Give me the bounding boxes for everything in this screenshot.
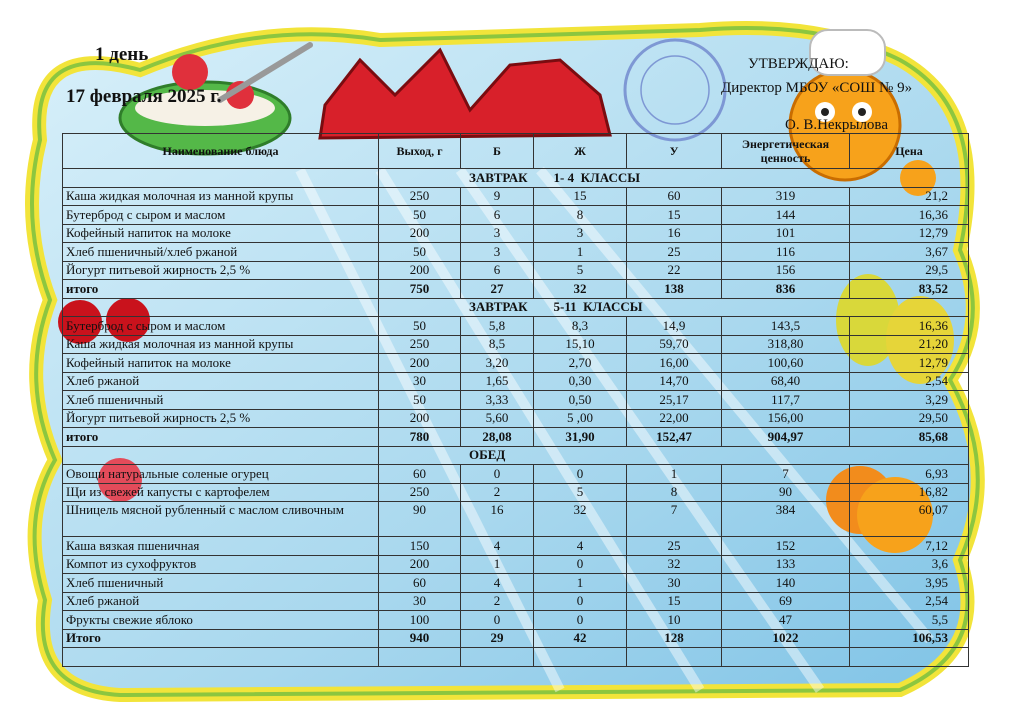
total-row bbox=[63, 428, 969, 447]
dish-name-cell: Хлеб пшеничный/хлеб ржаной bbox=[63, 243, 379, 262]
total-value-cell: 106,53 bbox=[850, 629, 969, 648]
dish-name-cell: Шницель мясной рубленный с маслом сливочным bbox=[63, 502, 379, 537]
approve-name: О. В.Некрылова bbox=[785, 117, 888, 133]
value-cell: 5 ,00 bbox=[534, 409, 627, 428]
value-cell: 250 bbox=[379, 187, 461, 206]
dish-name-cell: Хлеб ржаной bbox=[63, 592, 379, 611]
col-header-fat: Ж bbox=[534, 134, 627, 169]
value-cell: 14,70 bbox=[627, 372, 722, 391]
dish-name-cell: Йогурт питьевой жирность 2,5 % bbox=[63, 409, 379, 428]
table-row bbox=[63, 391, 969, 410]
table-row bbox=[63, 335, 969, 354]
value-cell: 156,00 bbox=[722, 409, 850, 428]
value-cell: 0 bbox=[534, 592, 627, 611]
value-cell: 8 bbox=[627, 483, 722, 502]
section-blank-cell bbox=[63, 169, 379, 188]
value-cell: 16,82 bbox=[850, 483, 969, 502]
value-cell: 3 bbox=[461, 224, 534, 243]
table-row bbox=[63, 354, 969, 373]
section-blank-cell bbox=[63, 446, 379, 465]
value-cell: 16,36 bbox=[850, 206, 969, 225]
menu-table-body bbox=[63, 169, 969, 667]
empty-cell bbox=[534, 648, 627, 667]
approve-director: Директор МБОУ «СОШ № 9» bbox=[721, 80, 913, 96]
table-header-row bbox=[63, 134, 969, 169]
value-cell: 8,3 bbox=[534, 317, 627, 336]
value-cell: 3,33 bbox=[461, 391, 534, 410]
day-label: 1 день bbox=[95, 44, 149, 65]
value-cell: 100 bbox=[379, 611, 461, 630]
value-cell: 16,00 bbox=[627, 354, 722, 373]
dish-name-cell: Йогурт питьевой жирность 2,5 % bbox=[63, 261, 379, 280]
value-cell: 9 bbox=[461, 187, 534, 206]
value-cell: 0 bbox=[461, 611, 534, 630]
value-cell: 30 bbox=[379, 592, 461, 611]
total-label-cell: итого bbox=[63, 280, 379, 299]
total-value-cell: 27 bbox=[461, 280, 534, 299]
value-cell: 250 bbox=[379, 335, 461, 354]
empty-cell bbox=[627, 648, 722, 667]
total-row bbox=[63, 629, 969, 648]
table-row bbox=[63, 465, 969, 484]
total-value-cell: 83,52 bbox=[850, 280, 969, 299]
value-cell: 10 bbox=[627, 611, 722, 630]
value-cell: 15 bbox=[534, 187, 627, 206]
value-cell: 8 bbox=[534, 206, 627, 225]
value-cell: 101 bbox=[722, 224, 850, 243]
value-cell: 3,95 bbox=[850, 574, 969, 593]
total-value-cell: 28,08 bbox=[461, 428, 534, 447]
value-cell: 15 bbox=[627, 592, 722, 611]
table-row bbox=[63, 206, 969, 225]
value-cell: 5 bbox=[534, 261, 627, 280]
value-cell: 144 bbox=[722, 206, 850, 225]
empty-cell bbox=[722, 648, 850, 667]
value-cell: 68,40 bbox=[722, 372, 850, 391]
value-cell: 0 bbox=[461, 465, 534, 484]
value-cell: 152 bbox=[722, 537, 850, 556]
col-header-dish: Наименование блюда bbox=[63, 134, 379, 169]
table-row bbox=[63, 592, 969, 611]
value-cell: 1,65 bbox=[461, 372, 534, 391]
value-cell: 3 bbox=[461, 243, 534, 262]
value-cell: 50 bbox=[379, 206, 461, 225]
dish-name-cell: Бутерброд с сыром и маслом bbox=[63, 317, 379, 336]
value-cell: 22 bbox=[627, 261, 722, 280]
strawberry-icon bbox=[172, 54, 208, 90]
value-cell: 29,5 bbox=[850, 261, 969, 280]
value-cell: 30 bbox=[379, 372, 461, 391]
value-cell: 21,2 bbox=[850, 187, 969, 206]
value-cell: 200 bbox=[379, 555, 461, 574]
value-cell: 59,70 bbox=[627, 335, 722, 354]
dish-name-cell: Кофейный напиток на молоке bbox=[63, 354, 379, 373]
value-cell: 4 bbox=[461, 537, 534, 556]
value-cell: 2,54 bbox=[850, 592, 969, 611]
value-cell: 60 bbox=[379, 465, 461, 484]
dish-name-cell: Фрукты свежие яблоко bbox=[63, 611, 379, 630]
value-cell: 5,60 bbox=[461, 409, 534, 428]
value-cell: 5,5 bbox=[850, 611, 969, 630]
table-row bbox=[63, 555, 969, 574]
value-cell: 14,9 bbox=[627, 317, 722, 336]
total-value-cell: 780 bbox=[379, 428, 461, 447]
table-row bbox=[63, 483, 969, 502]
menu-table bbox=[62, 133, 969, 667]
value-cell: 90 bbox=[379, 502, 461, 537]
value-cell: 200 bbox=[379, 354, 461, 373]
value-cell: 21,20 bbox=[850, 335, 969, 354]
total-value-cell: 152,47 bbox=[627, 428, 722, 447]
value-cell: 16 bbox=[461, 502, 534, 537]
value-cell: 0 bbox=[534, 555, 627, 574]
dish-name-cell: Компот из сухофруктов bbox=[63, 555, 379, 574]
value-cell: 47 bbox=[722, 611, 850, 630]
value-cell: 156 bbox=[722, 261, 850, 280]
dish-name-cell: Хлеб ржаной bbox=[63, 372, 379, 391]
section-title: ОБЕД bbox=[379, 446, 969, 465]
value-cell: 7 bbox=[627, 502, 722, 537]
value-cell: 7,12 bbox=[850, 537, 969, 556]
value-cell: 0 bbox=[534, 465, 627, 484]
value-cell: 384 bbox=[722, 502, 850, 537]
section-blank-cell bbox=[63, 298, 379, 317]
dish-name-cell: Каша жидкая молочная из манной крупы bbox=[63, 187, 379, 206]
col-header-protein: Б bbox=[461, 134, 534, 169]
total-label-cell: итого bbox=[63, 428, 379, 447]
value-cell: 90 bbox=[722, 483, 850, 502]
empty-cell bbox=[461, 648, 534, 667]
value-cell: 16,36 bbox=[850, 317, 969, 336]
value-cell: 15,10 bbox=[534, 335, 627, 354]
value-cell: 50 bbox=[379, 243, 461, 262]
total-value-cell: 750 bbox=[379, 280, 461, 299]
value-cell: 2 bbox=[461, 483, 534, 502]
total-value-cell: 940 bbox=[379, 629, 461, 648]
table-row bbox=[63, 574, 969, 593]
value-cell: 1 bbox=[534, 574, 627, 593]
value-cell: 6,93 bbox=[850, 465, 969, 484]
value-cell: 3,29 bbox=[850, 391, 969, 410]
dish-name-cell: Хлеб пшеничный bbox=[63, 574, 379, 593]
value-cell: 150 bbox=[379, 537, 461, 556]
dish-name-cell: Хлеб пшеничный bbox=[63, 391, 379, 410]
value-cell: 50 bbox=[379, 391, 461, 410]
value-cell: 4 bbox=[461, 574, 534, 593]
table-row bbox=[63, 243, 969, 262]
value-cell: 318,80 bbox=[722, 335, 850, 354]
value-cell: 5 bbox=[534, 483, 627, 502]
table-row bbox=[63, 409, 969, 428]
value-cell: 6 bbox=[461, 206, 534, 225]
table-row bbox=[63, 261, 969, 280]
value-cell: 60,07 bbox=[850, 502, 969, 537]
col-header-energy: Энергетическая ценность bbox=[722, 134, 850, 169]
value-cell: 3,67 bbox=[850, 243, 969, 262]
section-title: ЗАВТРАК 5-11 КЛАССЫ bbox=[379, 298, 969, 317]
total-value-cell: 32 bbox=[534, 280, 627, 299]
dish-name-cell: Щи из свежей капусты с картофелем bbox=[63, 483, 379, 502]
table-row bbox=[63, 317, 969, 336]
total-value-cell: 904,97 bbox=[722, 428, 850, 447]
col-header-weight: Выход, г bbox=[379, 134, 461, 169]
value-cell: 1 bbox=[461, 555, 534, 574]
value-cell: 3 bbox=[534, 224, 627, 243]
table-row bbox=[63, 611, 969, 630]
value-cell: 143,5 bbox=[722, 317, 850, 336]
value-cell: 140 bbox=[722, 574, 850, 593]
approve-heading: УТВЕРЖДАЮ: bbox=[748, 56, 849, 72]
value-cell: 3,20 bbox=[461, 354, 534, 373]
table-row bbox=[63, 537, 969, 556]
empty-cell bbox=[63, 648, 379, 667]
section-header bbox=[63, 298, 969, 317]
value-cell: 0 bbox=[534, 611, 627, 630]
value-cell: 25 bbox=[627, 537, 722, 556]
total-value-cell: 138 bbox=[627, 280, 722, 299]
value-cell: 15 bbox=[627, 206, 722, 225]
value-cell: 5,8 bbox=[461, 317, 534, 336]
value-cell: 200 bbox=[379, 409, 461, 428]
value-cell: 0,30 bbox=[534, 372, 627, 391]
section-title: ЗАВТРАК 1- 4 КЛАССЫ bbox=[379, 169, 969, 188]
dish-name-cell: Бутерброд с сыром и маслом bbox=[63, 206, 379, 225]
value-cell: 200 bbox=[379, 261, 461, 280]
dish-name-cell: Кофейный напиток на молоке bbox=[63, 224, 379, 243]
empty-cell bbox=[379, 648, 461, 667]
table-row bbox=[63, 224, 969, 243]
total-value-cell: 42 bbox=[534, 629, 627, 648]
dish-name-cell: Каша жидкая молочная из манной крупы bbox=[63, 335, 379, 354]
value-cell: 29,50 bbox=[850, 409, 969, 428]
value-cell: 2,70 bbox=[534, 354, 627, 373]
section-header bbox=[63, 446, 969, 465]
value-cell: 12,79 bbox=[850, 224, 969, 243]
value-cell: 250 bbox=[379, 483, 461, 502]
total-value-cell: 85,68 bbox=[850, 428, 969, 447]
value-cell: 116 bbox=[722, 243, 850, 262]
total-value-cell: 836 bbox=[722, 280, 850, 299]
value-cell: 319 bbox=[722, 187, 850, 206]
value-cell: 1 bbox=[534, 243, 627, 262]
value-cell: 7 bbox=[722, 465, 850, 484]
value-cell: 32 bbox=[627, 555, 722, 574]
value-cell: 1 bbox=[627, 465, 722, 484]
total-label-cell: Итого bbox=[63, 629, 379, 648]
value-cell: 6 bbox=[461, 261, 534, 280]
value-cell: 25,17 bbox=[627, 391, 722, 410]
value-cell: 60 bbox=[379, 574, 461, 593]
value-cell: 16 bbox=[627, 224, 722, 243]
dish-name-cell: Овощи натуральные соленые огурец bbox=[63, 465, 379, 484]
value-cell: 100,60 bbox=[722, 354, 850, 373]
value-cell: 4 bbox=[534, 537, 627, 556]
value-cell: 133 bbox=[722, 555, 850, 574]
value-cell: 117,7 bbox=[722, 391, 850, 410]
value-cell: 60 bbox=[627, 187, 722, 206]
empty-cell bbox=[850, 648, 969, 667]
total-value-cell: 128 bbox=[627, 629, 722, 648]
value-cell: 69 bbox=[722, 592, 850, 611]
total-value-cell: 1022 bbox=[722, 629, 850, 648]
dish-name-cell: Каша вязкая пшеничная bbox=[63, 537, 379, 556]
value-cell: 200 bbox=[379, 224, 461, 243]
date-label: 17 февраля 2025 г. bbox=[66, 86, 222, 107]
table-row bbox=[63, 502, 969, 537]
value-cell: 2 bbox=[461, 592, 534, 611]
value-cell: 12,79 bbox=[850, 354, 969, 373]
value-cell: 25 bbox=[627, 243, 722, 262]
section-header bbox=[63, 169, 969, 188]
value-cell: 2,54 bbox=[850, 372, 969, 391]
value-cell: 50 bbox=[379, 317, 461, 336]
value-cell: 3,6 bbox=[850, 555, 969, 574]
value-cell: 0,50 bbox=[534, 391, 627, 410]
empty-row bbox=[63, 648, 969, 667]
total-row bbox=[63, 280, 969, 299]
col-header-price: Цена bbox=[850, 134, 969, 169]
table-row bbox=[63, 187, 969, 206]
value-cell: 22,00 bbox=[627, 409, 722, 428]
value-cell: 32 bbox=[534, 502, 627, 537]
total-value-cell: 31,90 bbox=[534, 428, 627, 447]
total-value-cell: 29 bbox=[461, 629, 534, 648]
value-cell: 30 bbox=[627, 574, 722, 593]
value-cell: 8,5 bbox=[461, 335, 534, 354]
table-row bbox=[63, 372, 969, 391]
col-header-carbs: У bbox=[627, 134, 722, 169]
